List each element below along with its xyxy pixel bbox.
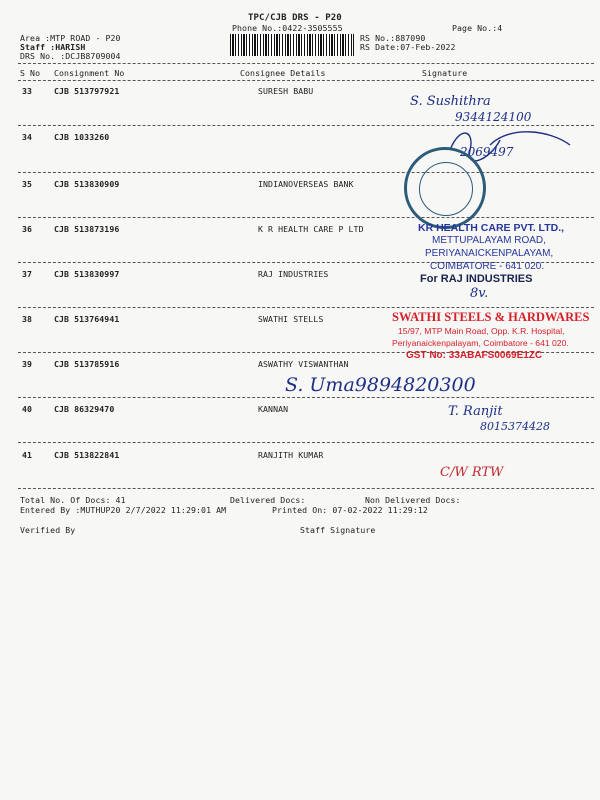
row-consignment: CJB 513822841 bbox=[54, 450, 120, 460]
row-consignment: CJB 86329470 bbox=[54, 404, 115, 414]
row-consignment: CJB 513830909 bbox=[54, 179, 120, 189]
printed-on: Printed On: 07-02-2022 11:29:12 bbox=[272, 505, 428, 515]
swathi-stamp-address2: Periyanaickenpalayam, Coimbatore - 641 020. bbox=[392, 338, 569, 348]
row-divider bbox=[18, 172, 594, 173]
row-consignment: CJB 513797921 bbox=[54, 86, 120, 96]
rs-date: RS Date:07-Feb-2022 bbox=[360, 42, 456, 52]
raj-stamp: For RAJ INDUSTRIES bbox=[420, 273, 533, 285]
row-sno: 38 bbox=[22, 314, 33, 324]
kr-stamp-line3: PERIYANAICKENPALAYAM, bbox=[425, 248, 554, 259]
swathi-stamp-address1: 15/97, MTP Main Road, Opp. K.R. Hospital, bbox=[398, 326, 565, 336]
non-delivered-docs: Non Delivered Docs: bbox=[365, 495, 461, 505]
signature-40-phone: 8015374428 bbox=[480, 420, 550, 433]
row-consignment: CJB 513764941 bbox=[54, 314, 120, 324]
total-docs: Total No. Of Docs: 41 bbox=[20, 495, 126, 505]
row-sno: 39 bbox=[22, 359, 33, 369]
row-consignee: ASWATHY VISWANTHAN bbox=[258, 359, 349, 369]
row-divider bbox=[18, 217, 594, 218]
row-sno: 41 bbox=[22, 450, 33, 460]
row-consignee: KANNAN bbox=[258, 404, 289, 414]
row-consignment: CJB 1033260 bbox=[54, 132, 110, 142]
signature-33-name: S. Sushithra bbox=[410, 94, 491, 109]
row-consignee: RANJITH KUMAR bbox=[258, 450, 324, 460]
barcode bbox=[230, 34, 354, 56]
entered-by: Entered By :MUTHUP20 2/7/2022 11:29:01 AM bbox=[20, 505, 227, 515]
signature-41-remark: C/W RTW bbox=[440, 465, 504, 480]
delivered-docs: Delivered Docs: bbox=[230, 495, 306, 505]
phone-number: Phone No.:0422-3505555 bbox=[232, 23, 343, 33]
col-consignment: Consignment No bbox=[54, 68, 125, 78]
col-signature: Signature bbox=[422, 68, 468, 78]
staff-label: Staff :HARISH bbox=[20, 42, 86, 52]
drs-number: DRS No. :DCJB8709004 bbox=[20, 51, 121, 61]
kr-stamp-line4: COIMBATORE - 641 020. bbox=[430, 261, 545, 272]
col-sno: S No bbox=[20, 68, 41, 78]
row-consignment: CJB 513873196 bbox=[54, 224, 120, 234]
row-consignee: K R HEALTH CARE P LTD bbox=[258, 224, 364, 234]
swathi-stamp-title: SWATHI STEELS & HARDWARES bbox=[392, 310, 590, 324]
row-sno: 37 bbox=[22, 269, 33, 279]
row-sno: 34 bbox=[22, 132, 33, 142]
col-consignee: Consignee Details bbox=[240, 68, 326, 78]
column-divider bbox=[18, 80, 594, 81]
row-consignee: SWATHI STELLS bbox=[258, 314, 324, 324]
row-divider bbox=[18, 442, 594, 443]
row-consignment: CJB 513785916 bbox=[54, 359, 120, 369]
document-title: TPC/CJB DRS - P20 bbox=[248, 13, 342, 23]
row-consignment: CJB 513830997 bbox=[54, 269, 120, 279]
kr-stamp-line2: METTUPALAYAM ROAD, bbox=[432, 235, 546, 246]
row-divider bbox=[18, 307, 594, 308]
signature-34: 2069497 bbox=[460, 145, 514, 159]
row-divider bbox=[18, 397, 594, 398]
swathi-stamp-gst: GST No: 33ABAFS0069E1ZC bbox=[406, 350, 543, 361]
kr-stamp-line1: KR HEALTH CARE PVT. LTD., bbox=[418, 222, 565, 234]
row-sno: 35 bbox=[22, 179, 33, 189]
row-sno: 36 bbox=[22, 224, 33, 234]
staff-signature: Staff Signature bbox=[300, 525, 376, 535]
rs-number: RS No.:887090 bbox=[360, 33, 426, 43]
verified-by: Verified By bbox=[20, 525, 76, 535]
row-divider bbox=[18, 488, 594, 489]
row-sno: 33 bbox=[22, 86, 33, 96]
page-number: Page No.:4 bbox=[452, 23, 503, 33]
row-consignee: INDIANOVERSEAS BANK bbox=[258, 179, 354, 189]
bank-seal-icon bbox=[404, 147, 486, 229]
row-consignee: RAJ INDUSTRIES bbox=[258, 269, 329, 279]
header-divider bbox=[18, 63, 594, 64]
area-label: Area :MTP ROAD - P20 bbox=[20, 33, 121, 43]
signature-40-name: T. Ranjit bbox=[448, 404, 503, 419]
row-consignee: SURESH BABU bbox=[258, 86, 314, 96]
signature-39: S. Uma9894820300 bbox=[285, 374, 476, 396]
signature-37-mark: 8v. bbox=[470, 286, 489, 301]
signature-33-phone: 9344124100 bbox=[455, 110, 532, 124]
row-sno: 40 bbox=[22, 404, 33, 414]
